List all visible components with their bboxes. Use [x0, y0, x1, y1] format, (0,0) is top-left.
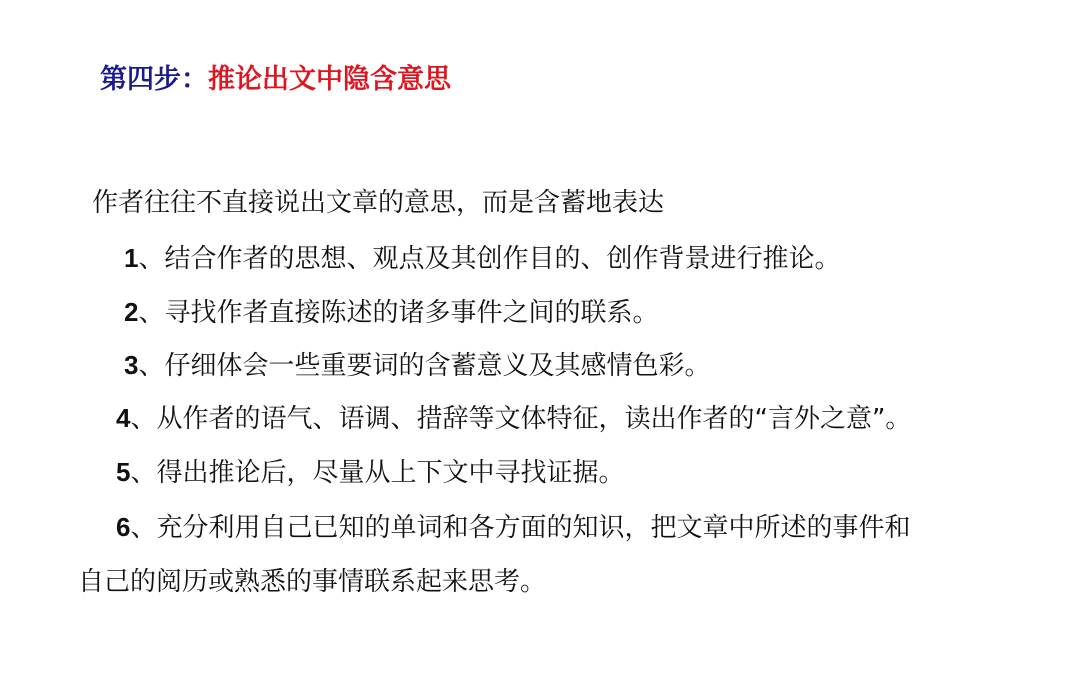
item-number: 3 — [124, 350, 139, 380]
list-item-1 — [124, 238, 840, 279]
list-item-6 — [116, 507, 910, 548]
item-number: 6 — [116, 512, 131, 542]
item-number: 4 — [116, 403, 131, 433]
list-item-3 — [124, 345, 710, 386]
list-item-6-continuation: 自己的阅历或熟悉的事情联系起来思考。 — [78, 567, 547, 597]
item-text: 、寻找作者直接陈述的诸多事件之间的联系。 — [138, 298, 659, 328]
item-text: 、得出推论后，尽量从上下文中寻找证据。 — [130, 458, 625, 488]
heading-step: 第四步： — [100, 64, 208, 95]
list-item-5 — [116, 452, 624, 493]
item-number: 2 — [124, 297, 139, 327]
item-text: 、充分利用自己已知的单词和各方面的知识，把文章中所述的事件和 — [130, 513, 911, 543]
item-number: 1 — [124, 243, 139, 273]
item-text: 、结合作者的思想、观点及其创作目的、创作背景进行推论。 — [138, 244, 841, 274]
intro-text: 作者往往不直接说出文章的意思，而是含蓄地表达 — [92, 188, 665, 218]
list-item-2 — [124, 292, 658, 333]
item-text: 、从作者的语气、语调、措辞等文体特征，读出作者的“言外之意”。 — [130, 404, 912, 434]
slide-heading — [100, 60, 451, 100]
heading-topic: 推论出文中隐含意思 — [208, 64, 451, 95]
list-item-4 — [116, 398, 911, 439]
item-text: 、仔细体会一些重要词的含蓄意义及其感情色彩。 — [138, 351, 711, 381]
item-number: 5 — [116, 457, 131, 487]
